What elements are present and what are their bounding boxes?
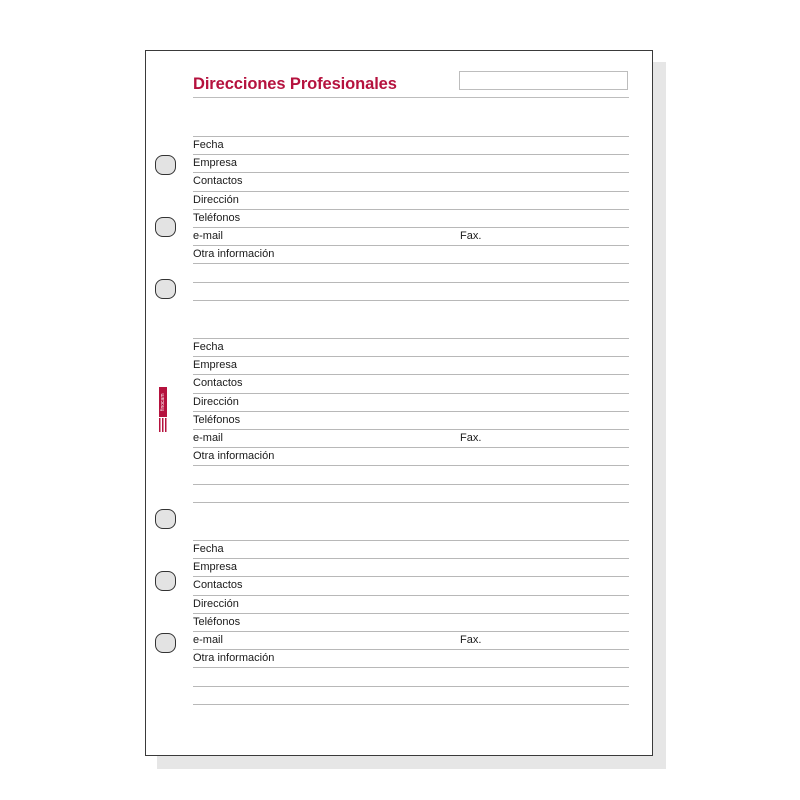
binder-hole	[155, 571, 176, 591]
field-label: Otra información	[193, 248, 275, 260]
field-label: Dirección	[193, 598, 239, 610]
field-label: Teléfonos	[193, 212, 241, 224]
field-label: e-mail	[193, 230, 223, 242]
brand-bars-icon	[159, 418, 167, 432]
field-label: Empresa	[193, 561, 238, 573]
binder-hole	[155, 217, 176, 237]
writing-line[interactable]	[193, 613, 629, 614]
field-label: Dirección	[193, 396, 239, 408]
field-label: Empresa	[193, 359, 238, 371]
writing-line[interactable]	[193, 245, 629, 246]
title-rule	[193, 97, 629, 98]
writing-line[interactable]	[193, 282, 629, 283]
field-label: Dirección	[193, 194, 239, 206]
writing-line[interactable]	[193, 209, 629, 210]
field-label: Empresa	[193, 157, 238, 169]
writing-line[interactable]	[193, 172, 629, 173]
binder-hole	[155, 155, 176, 175]
binder-hole	[155, 509, 176, 529]
writing-line[interactable]	[193, 686, 629, 687]
writing-line[interactable]	[193, 393, 629, 394]
writing-line[interactable]	[193, 374, 629, 375]
writing-line[interactable]	[193, 429, 629, 430]
binder-hole	[155, 279, 176, 299]
field-label: e-mail	[193, 432, 223, 444]
writing-line[interactable]	[193, 540, 629, 541]
writing-line[interactable]	[193, 649, 629, 650]
fax-label: Fax.	[460, 634, 482, 646]
field-label: Fecha	[193, 341, 224, 353]
fax-label: Fax.	[460, 432, 482, 444]
writing-line[interactable]	[193, 154, 629, 155]
writing-line[interactable]	[193, 356, 629, 357]
field-label: e-mail	[193, 634, 223, 646]
address-sheet	[145, 50, 653, 756]
field-label: Contactos	[193, 175, 243, 187]
title-entry-box[interactable]	[459, 71, 628, 90]
writing-line[interactable]	[193, 300, 629, 301]
field-label: Otra información	[193, 652, 275, 664]
writing-line[interactable]	[193, 576, 629, 577]
field-label: Contactos	[193, 579, 243, 591]
brand-label: finocam	[159, 387, 167, 417]
writing-line[interactable]	[193, 704, 629, 705]
writing-line[interactable]	[193, 263, 629, 264]
binder-hole	[155, 633, 176, 653]
writing-line[interactable]	[193, 484, 629, 485]
page-title: Direcciones Profesionales	[193, 75, 397, 93]
writing-line[interactable]	[193, 502, 629, 503]
field-label: Otra información	[193, 450, 275, 462]
field-label: Fecha	[193, 543, 224, 555]
writing-line[interactable]	[193, 136, 629, 137]
field-label: Teléfonos	[193, 616, 241, 628]
writing-line[interactable]	[193, 227, 629, 228]
field-label: Contactos	[193, 377, 243, 389]
writing-line[interactable]	[193, 447, 629, 448]
writing-line[interactable]	[193, 595, 629, 596]
brand-logo	[159, 387, 167, 433]
field-label: Teléfonos	[193, 414, 241, 426]
writing-line[interactable]	[193, 631, 629, 632]
writing-line[interactable]	[193, 465, 629, 466]
writing-line[interactable]	[193, 667, 629, 668]
field-label: Fecha	[193, 139, 224, 151]
writing-line[interactable]	[193, 191, 629, 192]
writing-line[interactable]	[193, 411, 629, 412]
fax-label: Fax.	[460, 230, 482, 242]
writing-line[interactable]	[193, 558, 629, 559]
writing-line[interactable]	[193, 338, 629, 339]
